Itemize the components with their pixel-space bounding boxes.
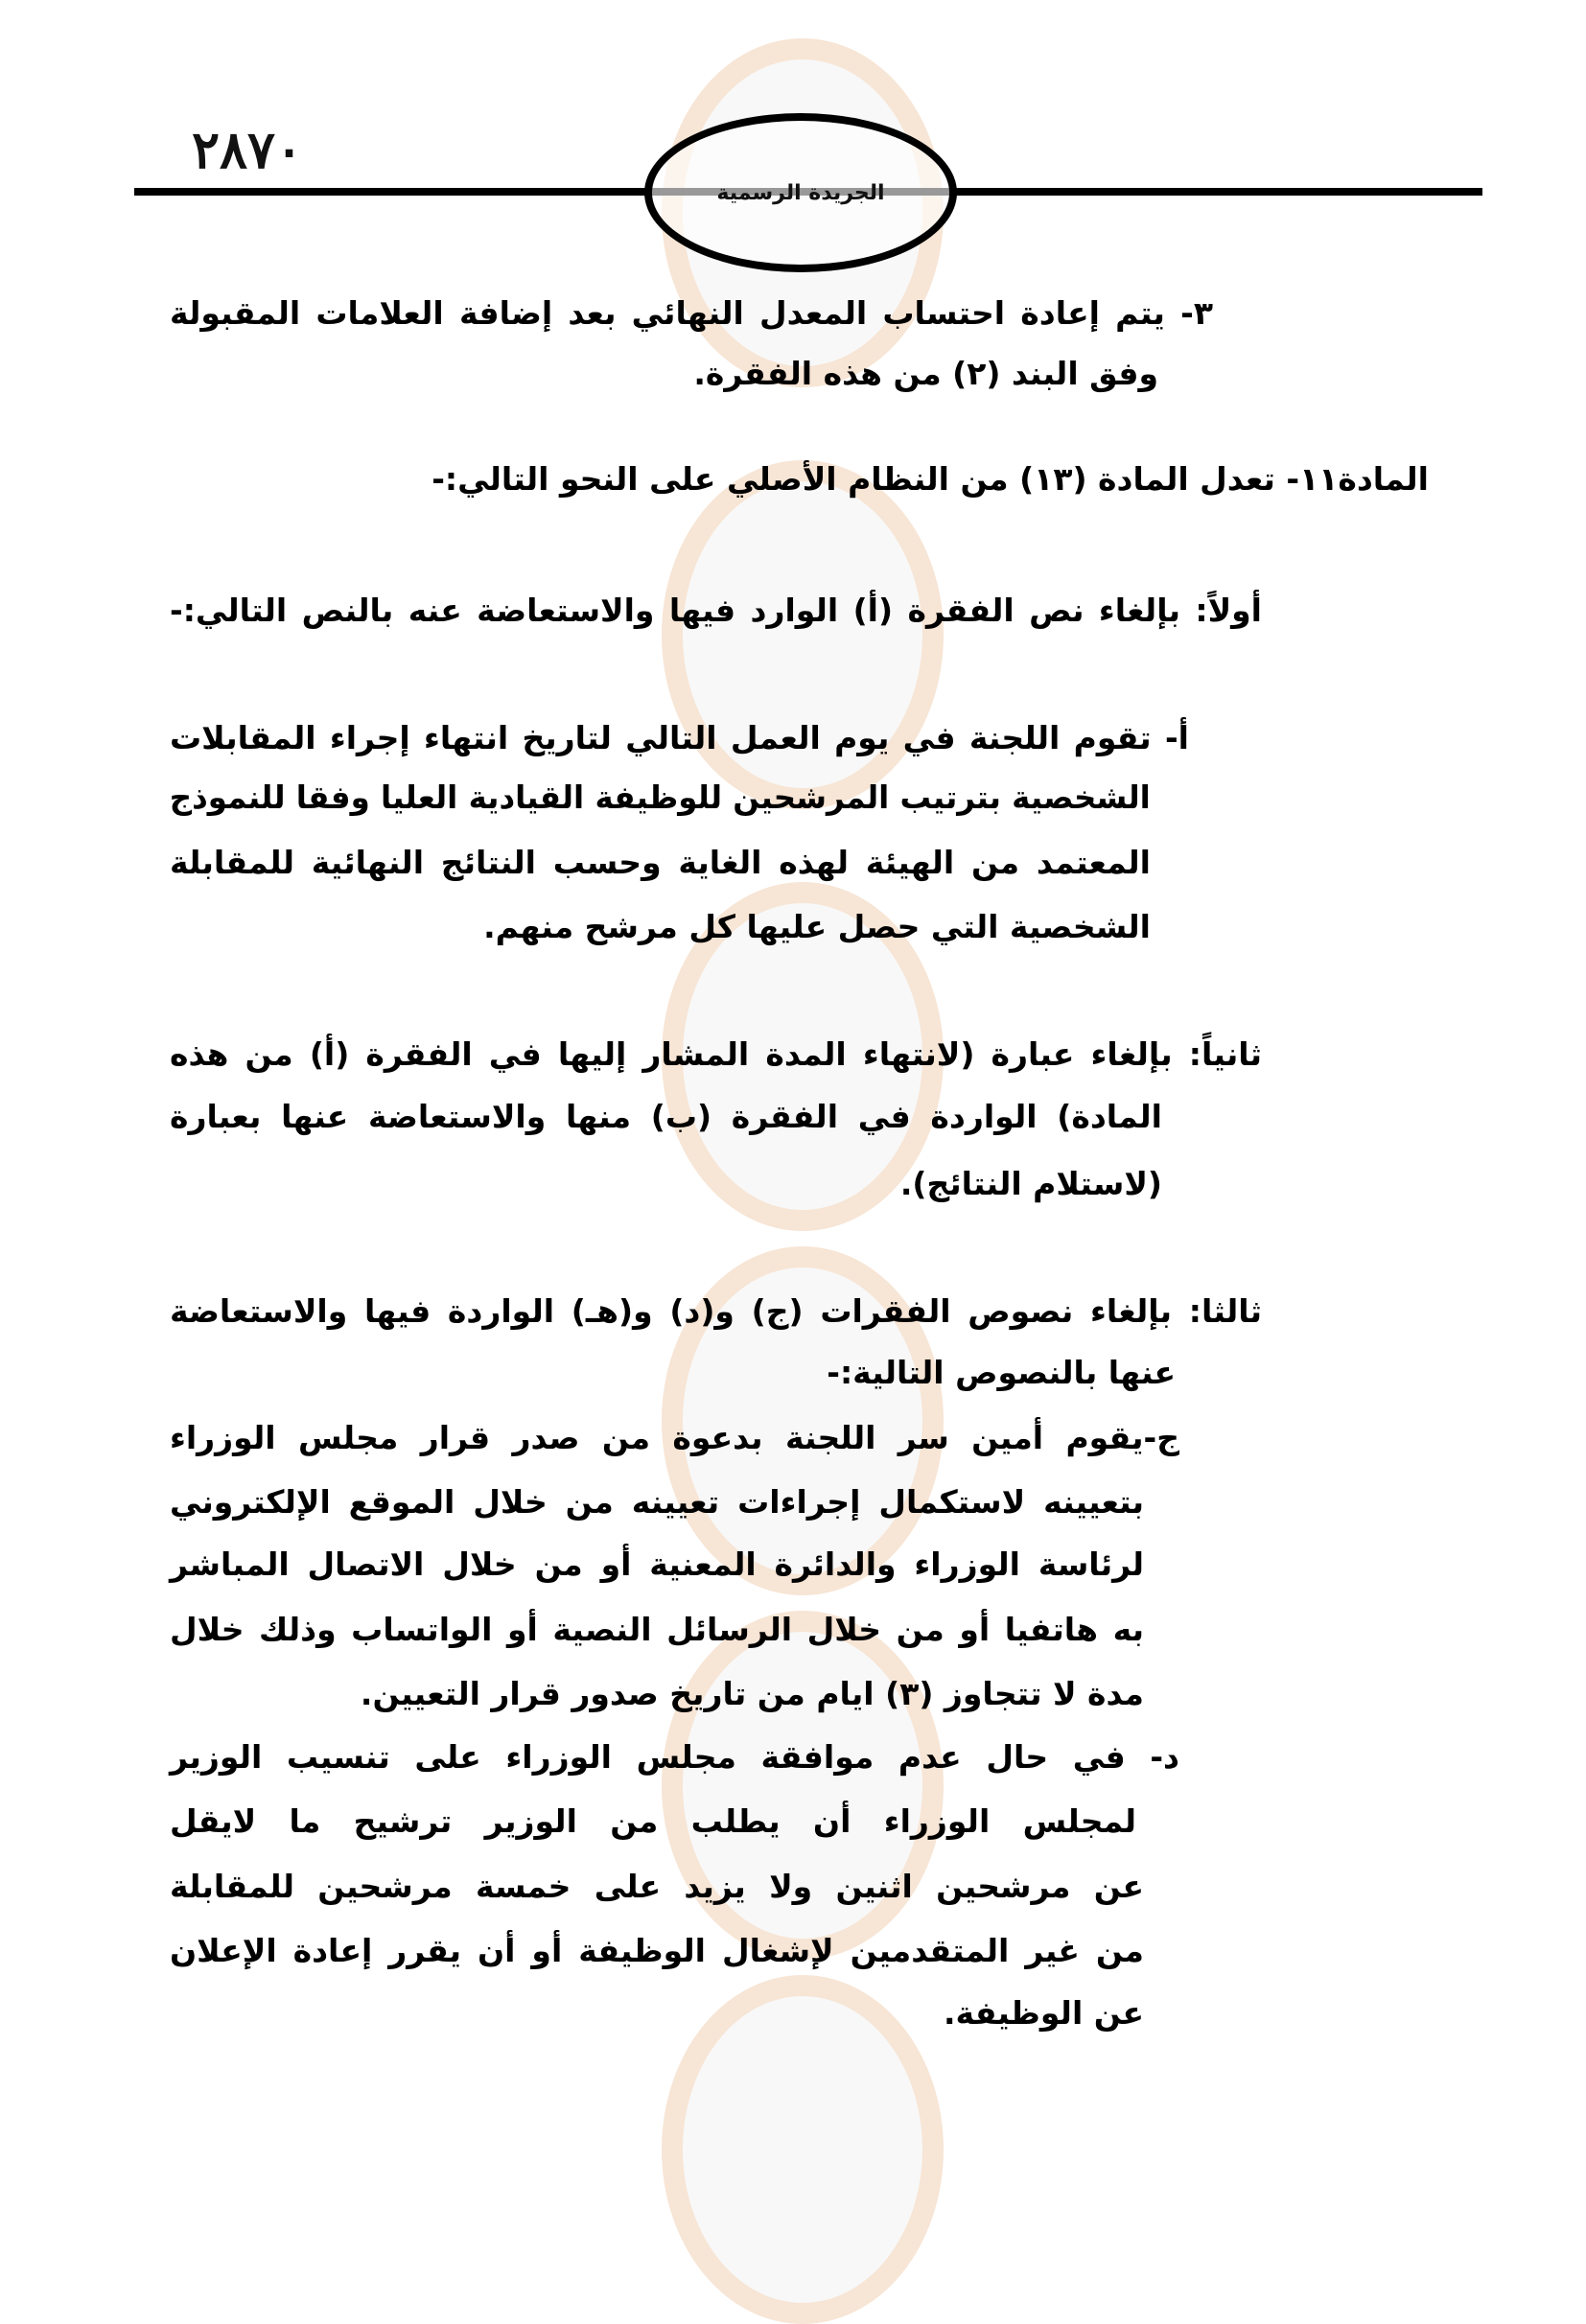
para-j-line: به هاتفيا أو من خلال الرسائل النصية أو الواتساب وذلك خلال [170,1611,1144,1648]
page-number: ٢٨٧٠ [192,122,304,179]
para-a-line: أ- تقوم اللجنة في يوم العمل التالي لتاريخ انتهاء إجراء المقابلات [170,719,1189,756]
second-amendment-line: ثانياً: بإلغاء عبارة (لانتهاء المدة المشار إليها في الفقرة (أ) من هذه [170,1035,1262,1073]
item3-line: وفق البند (٢) من هذه الفقرة. [693,355,1158,392]
third-amendment-line: عنها بالنصوص التالية:- [827,1354,1176,1391]
watermark-clock [662,1975,944,2324]
para-a-line: الشخصية بترتيب المرشحين للوظيفة القيادية العليا وفقا للنموذج [170,779,1151,816]
item3-line: ٣- يتم إعادة احتساب المعدل النهائي بعد إضافة العلامات المقبولة [170,294,1213,332]
article-11-heading: المادة١١- تعدل المادة (١٣) من النظام الأصلي على النحو التالي:- [431,460,1429,498]
third-amendment-line: ثالثا: بإلغاء نصوص الفقرات (ج) و(د) و(هـ) الواردة فيها والاستعاضة [170,1292,1262,1330]
para-d-line: عن الوظيفة. [944,1994,1144,2032]
second-amendment-line: (لاستلام النتائج). [899,1165,1162,1202]
para-j-line: ج-يقوم أمين سر اللجنة بدعوة من صدر قرار مجلس الوزراء [170,1419,1179,1456]
para-j-line: بتعيينه لاستكمال إجراءات تعيينه من خلال الموقع الإلكتروني [170,1483,1144,1521]
second-amendment-line: المادة) الواردة في الفقرة (ب) منها والاستعاضة عنها بعبارة [170,1098,1162,1135]
gazette-title: الجريدة الرسمية [716,180,885,205]
para-a-line: الشخصية التي حصل عليها كل مرشح منهم. [483,908,1151,945]
first-amendment: أولاً: بإلغاء نص الفقرة (أ) الوارد فيها والاستعاضة عنه بالنص التالي:- [170,592,1262,629]
para-d-line: د- في حال عدم موافقة مجلس الوزراء على تنسيب الوزير [170,1738,1179,1776]
para-j-line: لرئاسة الوزراء والدائرة المعنية أو من خلال الاتصال المباشر [170,1545,1144,1583]
para-d-line: لمجلس الوزراء أن يطلب من الوزير ترشيح ما لايقل [170,1802,1136,1840]
para-d-line: عن مرشحين اثنين ولا يزيد على خمسة مرشحين للمقابلة [170,1868,1144,1905]
gazette-title-oval [644,113,957,272]
para-a-line: المعتمد من الهيئة لهذه الغاية وحسب النتائج النهائية للمقابلة [170,844,1151,881]
para-j-line: مدة لا تتجاوز (٣) ايام من تاريخ صدور قرار التعيين. [360,1675,1144,1712]
para-d-line: من غير المتقدمين لإشغال الوظيفة أو أن يقرر إعادة الإعلان [170,1932,1144,1969]
